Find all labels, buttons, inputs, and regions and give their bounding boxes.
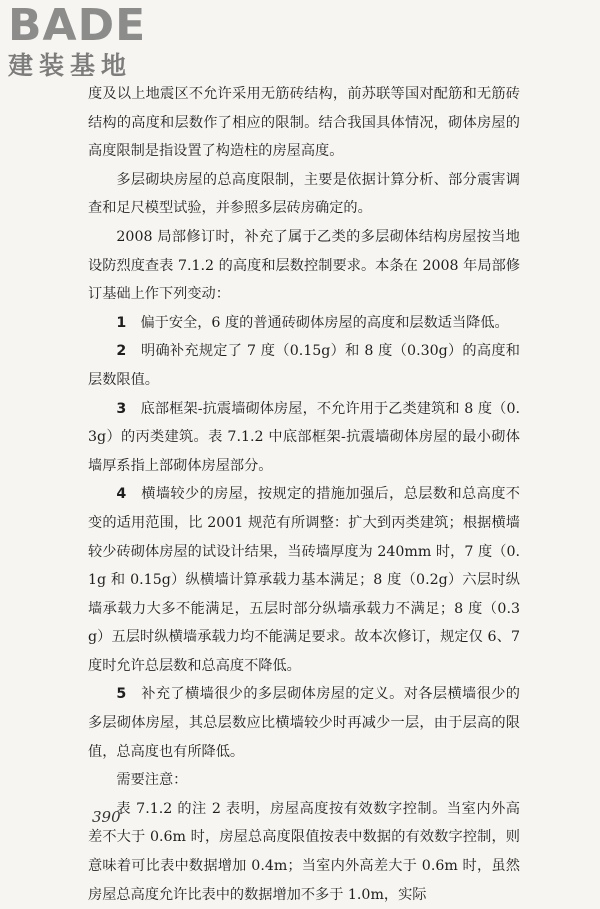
- item-number: 2: [116, 343, 127, 360]
- item-number: 4: [116, 486, 127, 503]
- paragraph: 表 7.1.2 的注 2 表明，房屋高度按有效数字控制。当室内外高差不大于 0.6m 时，房屋总高度限值按表中数据的有效数字控制，则意味着可比表中数据增加 0.4m；当室内外高差大于 0.6m 时，虽然房屋总高度允许比表中的数据增加不多于 1.0m，实际: [88, 800, 520, 903]
- page-body: [88, 80, 520, 909]
- list-item: 1 偏于安全，6 度的普通砖砌体房屋的高度和层数适当降低。: [116, 314, 509, 331]
- list-item: 5 补充了横墙很少的多层砌体房屋的定义。对各层横墙很少的多层砌体房屋，其总层数应比横墙较少时再减少一层，由于层高的限值，总高度也有所降低。: [88, 686, 520, 760]
- list-item: 3 底部框架-抗震墙砌体房屋，不允许用于乙类建筑和 8 度（0.3g）的丙类建筑。表 7.1.2 中底部框架-抗震墙砌体房屋的最小砌体墙厚系指上部砌体房屋部分。: [88, 400, 520, 474]
- watermark-subtitle: 建装基地: [8, 51, 133, 80]
- paragraph: 2008 局部修订时，补充了属于乙类的多层砌体结构房屋按当地设防烈度查表 7.1.2 的高度和层数控制要求。本条在 2008 年局部修订基础上作下列变动：: [88, 228, 520, 303]
- paragraph: 需要注意：: [116, 772, 188, 789]
- page-number: 390: [92, 808, 121, 826]
- paragraph: 度及以上地震区不允许采用无筋砖结构，前苏联等国对配筋和无筋砖结构的高度和层数作了相应的限制。结合我国具体情况，砌体房屋的高度限制是指设置了构造柱的房屋高度。: [88, 86, 520, 160]
- item-number: 5: [116, 686, 127, 703]
- item-number: 1: [116, 314, 127, 331]
- watermark-brand: BADE: [8, 0, 147, 51]
- item-number: 3: [116, 400, 127, 417]
- list-item: 4 横墙较少的房屋，按规定的措施加强后，总层数和总高度不变的适用范围，比 2001 规范有所调整：扩大到丙类建筑；根据横墙较少砖砌体房屋的试设计结果，当砖墙厚度为 240mm 时，7 度（0.1g 和 0.15g）纵横墙计算承载力基本满足；8 度（0.2g）六层时纵墙承载力大多不能满足，五层时部分纵墙承载力不满足；8 度（0.3g）五层时纵横墙承载力均不能满足要求。故本次修订，规定仅 6、7 度时允许总层数和总高度不降低。: [88, 486, 520, 674]
- list-item: 2 明确补充规定了 7 度（0.15g）和 8 度（0.30g）的高度和层数限值。: [88, 343, 520, 388]
- paragraph: 多层砌块房屋的总高度限制，主要是依据计算分析、部分震害调查和足尺模型试验，并参照多层砖房确定的。: [88, 171, 520, 217]
